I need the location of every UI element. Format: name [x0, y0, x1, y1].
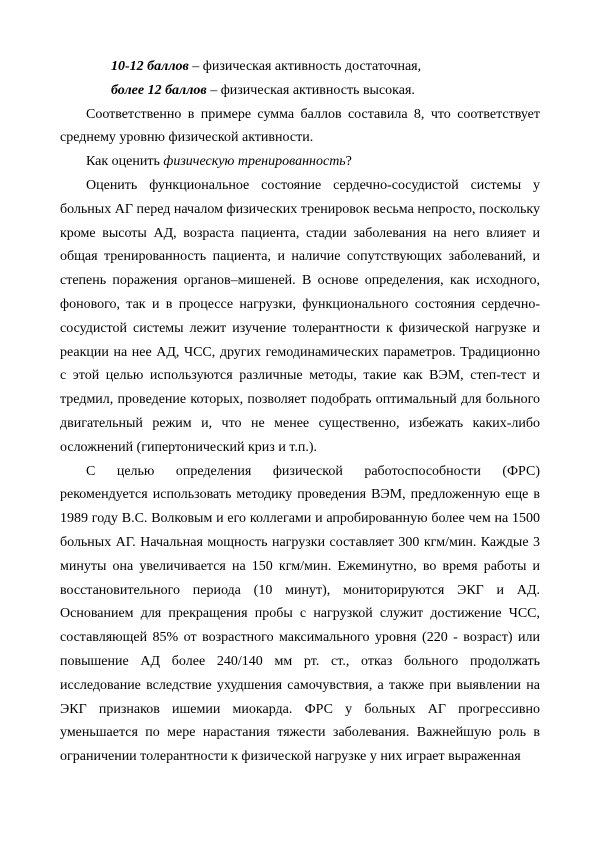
score-range: 10-12 баллов [111, 59, 189, 74]
paragraph-frs: С целью определения физической работоспособности (ФРС) рекомендуется использовать методику проведения ВЭМ, предложенную еще в 1989 году В.С. Волковым и его коллегами и апробированную более чем на 1500 больных АГ. Начальная мощность нагрузки составляет 300 кгм/мин. Каждые 3 минуты она увеличивается на 150 кгм/мин. Ежеминутно, во время работы и восстановительного периода (10 минут), мониторируются ЭКГ и АД. Основанием для прекращения пробы с нагрузкой служит достижение ЧСС, составляющей 85% от возрастного максимального уровня (220 - возраст) или повышение АД более 240/140 мм рт. ст., отказ больного продолжать исследование вследствие ухудшения самочувствия, а также при выявлении на ЭКГ признаков ишемии миокарда. ФРС у больных АГ прогрессивно уменьшается по мере нарастания тяжести заболевания. Важнейшую роль в ограничении толерантности к физической нагрузке у них играет выраженная [60, 463, 540, 765]
paragraph-assessment: Оценить функциональное состояние сердечно-сосудистой системы у больных АГ перед началом физических тренировок весьма непросто, поскольку кроме высоты АД, возраста пациента, стадии заболевания на него влияет и общая тренированность пациента, и наличие сопутствующих заболеваний, и степень поражения органов–мишеней. В основе определения, как исходного, фонового, так и в процессе нагрузки, функционального состояния сердечно-сосудистой системы лежит изучение толерантности к физической нагрузке и реакции на нее АД, ЧСС, других гемодинамических параметров. Традиционно с этой целью используются различные методы, такие как ВЭМ, степ-тест и тредмил, проведение которых, позволяет подобрать оптимальный для больного двигательный режим и, что не менее существенно, избежать каких-либо осложнений (гипертонический криз и т.п.). [60, 177, 540, 455]
score-description: – физическая активность высокая. [206, 82, 415, 98]
score-range: более 12 баллов [111, 82, 207, 98]
question-heading [60, 150, 540, 174]
score-description: – физическая активность достаточная, [188, 59, 422, 74]
question-emphasis: физическую тренированность [163, 154, 346, 170]
score-line-adequate [60, 55, 540, 79]
paragraph-sum: Соответственно в примере сумма баллов составила 8, что соответствует среднему уровню физической активности. [60, 106, 540, 146]
score-line-high [60, 79, 540, 103]
question-prefix: Как оценить [86, 154, 164, 170]
question-suffix: ? [345, 154, 352, 170]
